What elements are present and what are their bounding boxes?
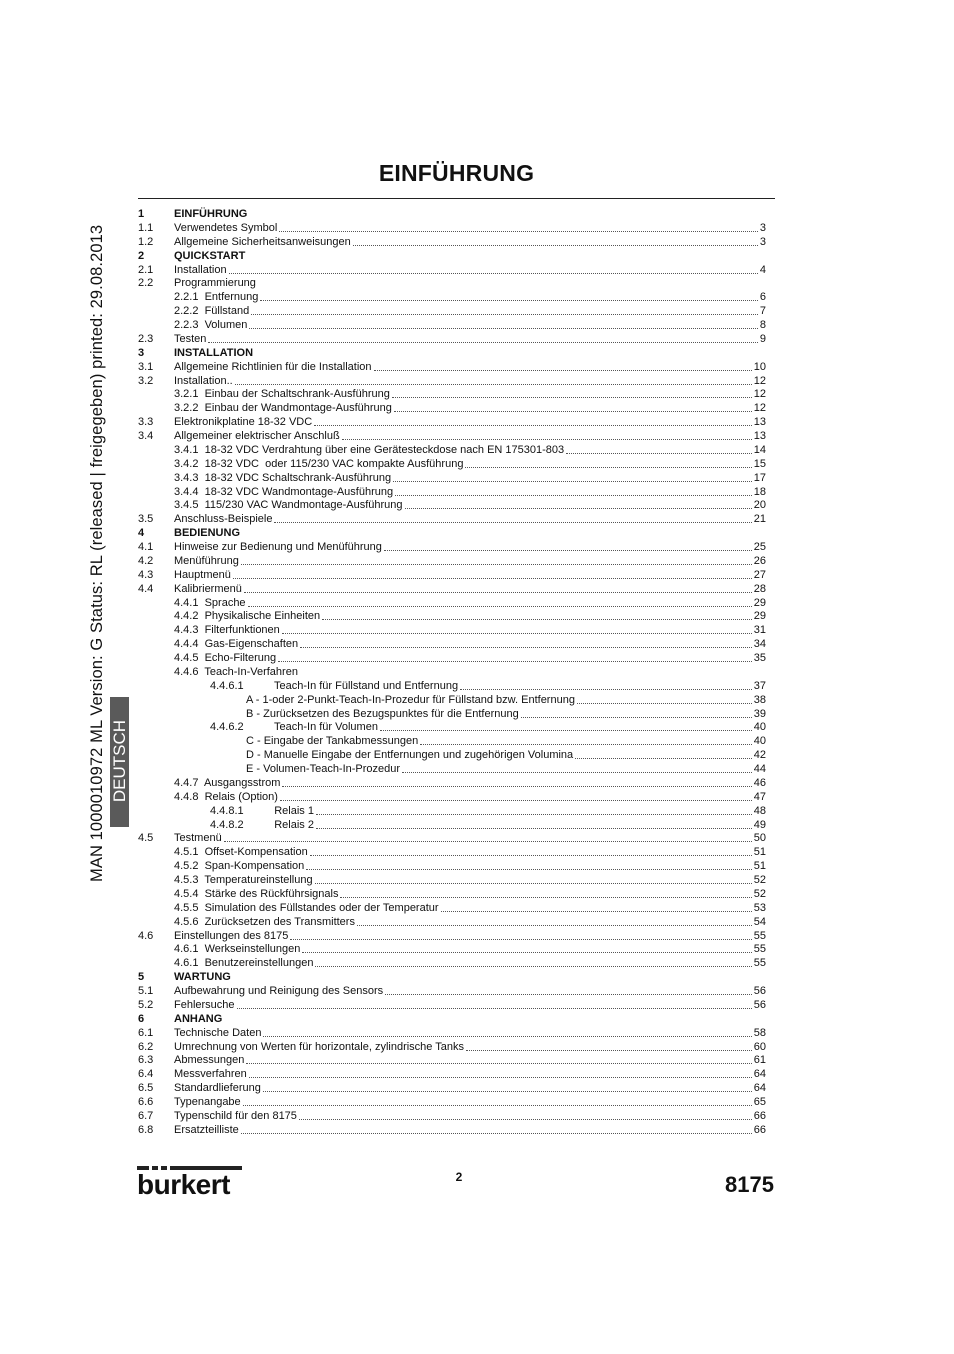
toc-entry-label: E - Volumen-Teach-In-Prozedur (246, 763, 401, 775)
toc-entry (138, 680, 768, 694)
toc-entry-page: 54 (753, 915, 766, 928)
toc-entry-label: Abmessungen (174, 1054, 245, 1067)
toc-entry-page: 29 (753, 610, 766, 623)
toc-entry-page: 51 (753, 860, 766, 873)
toc-entry (138, 874, 768, 888)
toc-entry (138, 472, 768, 486)
toc-entry-page: 64 (753, 1068, 766, 1081)
toc-leader-dots (263, 1091, 752, 1092)
toc-entry (138, 930, 768, 944)
toc-leader-dots (237, 1008, 752, 1009)
toc-leader-dots (392, 397, 752, 398)
toc-entry (138, 291, 768, 305)
toc-entry-label: 3.4.2 18-32 VDC oder 115/230 VAC kompakte Ausführung (174, 457, 464, 470)
toc-leader-dots (229, 273, 758, 274)
toc-entry-number: 3.3 (138, 416, 154, 429)
toc-entry (138, 985, 768, 999)
toc-entry-label: 2.2.2 Füllstand (174, 305, 250, 318)
toc-leader-dots (380, 730, 752, 731)
toc-entry (138, 264, 768, 278)
toc-leader-dots (306, 869, 752, 870)
toc-entry-number: 1.1 (138, 221, 154, 234)
toc-entry-page: 38 (753, 693, 766, 706)
toc-entry-page: 39 (753, 707, 766, 720)
toc-entry-label: 3.4.3 18-32 VDC Schaltschrank-Ausführung (174, 471, 392, 484)
toc-entry-label: 3.2.1 Einbau der Schaltschrank-Ausführung (174, 388, 390, 401)
toc-entry-page: 66 (753, 1123, 766, 1136)
toc-entry (138, 735, 768, 749)
toc-entry-label: Technische Daten (174, 1026, 262, 1039)
toc-entry-number: 6.8 (138, 1123, 154, 1136)
toc-entry (138, 499, 768, 513)
toc-entry-label: 3.4.1 18-32 VDC Verdrahtung über eine Gerätesteckdose nach EN 175301-803 (174, 443, 565, 456)
toc-entry-label: Kalibriermenü (174, 582, 242, 595)
toc-leader-dots (322, 619, 752, 620)
toc-entry-page: 26 (753, 554, 766, 567)
toc-entry (138, 791, 768, 805)
toc-entry-page: 58 (753, 1026, 766, 1039)
toc-entry-label: Messverfahren (174, 1068, 247, 1081)
toc-leader-dots (395, 495, 752, 496)
toc-entry-label: WARTUNG (174, 971, 231, 984)
toc-entry-label: Hauptmenü (174, 568, 231, 581)
toc-entry-label: 4.4.7 Ausgangsstrom (174, 776, 281, 789)
toc-entry-page: 6 (759, 291, 766, 304)
toc-entry-page: 12 (753, 388, 766, 401)
toc-leader-dots (251, 314, 758, 315)
language-tab (110, 697, 129, 827)
toc-entry (138, 888, 768, 902)
toc-entry-page: 42 (753, 749, 766, 762)
toc-entry-page: 28 (753, 582, 766, 595)
toc-entry-page: 52 (753, 874, 766, 886)
toc-entry (138, 846, 768, 860)
toc-entry (138, 999, 768, 1013)
toc-entry-label: A - 1-oder 2-Punkt-Teach-In-Prozedur für Füllstand bzw. Entfernung (246, 693, 575, 706)
toc-entry (138, 319, 768, 333)
toc-entry (138, 749, 768, 763)
toc-leader-dots (316, 814, 752, 815)
toc-leader-dots (466, 1050, 752, 1051)
toc-entry-label: 2.2.1 Entfernung (174, 291, 259, 304)
toc-entry-label: Einstellungen des 8175 (174, 929, 289, 942)
toc-entry-page: 50 (753, 832, 766, 845)
toc-entry (138, 569, 768, 583)
toc-entry (138, 763, 768, 777)
toc-entry-number: 4.5 (138, 832, 154, 845)
toc-entry-number: 5 (138, 971, 145, 984)
toc-entry-page: 40 (753, 735, 766, 748)
toc-entry-label: Programmierung (174, 277, 256, 290)
toc-entry-label: Installation.. (174, 374, 233, 387)
toc-entry (138, 916, 768, 930)
toc-entry-number: 4.3 (138, 568, 154, 581)
toc-leader-dots (249, 328, 758, 329)
toc-entry-label: Ersatzteilliste (174, 1123, 239, 1136)
toc-entry-label: Aufbewahrung und Reinigung des Sensors (174, 985, 384, 997)
toc-leader-dots (300, 647, 752, 648)
toc-entry-page: 14 (753, 443, 766, 456)
toc-entry (138, 527, 768, 541)
toc-entry (138, 250, 768, 264)
toc-leader-dots (575, 758, 752, 759)
toc-entry-label: 4.6.1 Werkseinstellungen (174, 943, 301, 956)
toc-entry-page: 31 (753, 624, 766, 637)
toc-entry-label: B - Zurücksetzen des Bezugspunktes für die Entfernung (246, 707, 519, 720)
toc-entry-page: 44 (753, 763, 766, 775)
toc-entry (138, 652, 768, 666)
toc-leader-dots (357, 925, 752, 926)
toc-entry-label: C - Eingabe der Tankabmessungen (246, 735, 419, 748)
toc-entry-label: BEDIENUNG (174, 527, 241, 540)
toc-entry-label: 4.5.5 Simulation des Füllstandes oder der Temperatur (174, 901, 439, 914)
toc-entry-page: 12 (753, 374, 766, 387)
toc-entry (138, 666, 768, 680)
toc-entry-label: Hinweise zur Bedienung und Menüführung (174, 541, 382, 553)
toc-leader-dots (315, 883, 752, 884)
toc-leader-dots (249, 1077, 752, 1078)
toc-leader-dots (246, 1063, 752, 1064)
toc-leader-dots (233, 578, 752, 579)
sidebar-doc-info: MAN 1000010972 ML Version: G Status: RL (released | freigegeben) printed: 29.08.2013 (88, 224, 106, 882)
toc-entry-label: QUICKSTART (174, 249, 246, 262)
toc-entry-page: 53 (753, 901, 766, 914)
toc-leader-dots (282, 633, 752, 634)
toc-leader-dots (235, 384, 752, 385)
language-label: DEUTSCH (110, 719, 129, 803)
toc-entry (138, 222, 768, 236)
toc-entry-number: 3.1 (138, 360, 154, 373)
toc-entry-page: 15 (753, 457, 766, 470)
toc-entry-number: 2.3 (138, 332, 154, 345)
toc-entry-page: 48 (753, 804, 766, 817)
toc-entry-number: 2.2 (138, 277, 154, 290)
toc-leader-dots (566, 453, 752, 454)
toc-entry-page: 56 (753, 998, 766, 1011)
toc-entry-label: 4.4.3 Filterfunktionen (174, 624, 280, 637)
toc-entry (138, 277, 768, 291)
toc-entry-number: 6.3 (138, 1054, 154, 1067)
toc-entry-page: 46 (753, 776, 766, 789)
toc-entry-label: 4.4.6.2 Teach-In für Volumen (210, 721, 378, 734)
toc-entry-page: 55 (753, 929, 766, 942)
toc-entry-page: 52 (753, 887, 766, 900)
toc-entry-label: 4.4.6 Teach-In-Verfahren (174, 665, 298, 678)
toc-entry-page: 20 (753, 499, 766, 512)
toc-entry (138, 1096, 768, 1110)
toc-entry (138, 236, 768, 250)
toc-entry (138, 943, 768, 957)
toc-entry (138, 583, 768, 597)
toc-leader-dots (290, 939, 752, 940)
toc-entry-page: 47 (753, 790, 766, 803)
toc-entry-number: 3 (138, 346, 145, 359)
toc-entry (138, 208, 768, 222)
toc-leader-dots (385, 994, 752, 995)
toc-leader-dots (248, 606, 752, 607)
toc-entry-page: 60 (753, 1040, 766, 1053)
table-of-contents (138, 208, 768, 1138)
toc-entry-page: 13 (753, 430, 766, 442)
toc-entry (138, 430, 768, 444)
toc-entry-page: 9 (759, 332, 766, 345)
toc-entry-page: 34 (753, 638, 766, 651)
toc-entry-label: 4.4.8.1 Relais 1 (210, 804, 314, 817)
toc-entry-label: Standardlieferung (174, 1082, 261, 1095)
toc-entry (138, 708, 768, 722)
toc-entry-number: 1.2 (138, 235, 154, 248)
toc-leader-dots (244, 592, 752, 593)
toc-entry-label: Testen (174, 332, 207, 345)
toc-leader-dots (342, 439, 752, 440)
toc-entry-page: 64 (753, 1082, 766, 1095)
toc-entry-number: 4.4 (138, 582, 154, 595)
toc-leader-dots (316, 828, 752, 829)
toc-entry (138, 361, 768, 375)
toc-leader-dots (394, 411, 752, 412)
toc-entry-label: 4.4.8.2 Relais 2 (210, 818, 314, 831)
toc-entry (138, 375, 768, 389)
toc-leader-dots (577, 703, 752, 704)
toc-entry (138, 805, 768, 819)
toc-entry (138, 333, 768, 347)
toc-leader-dots (314, 425, 752, 426)
toc-entry-label: ANHANG (174, 1012, 223, 1025)
toc-entry-label: Fehlersuche (174, 998, 235, 1011)
toc-entry (138, 860, 768, 874)
toc-entry-page: 18 (753, 485, 766, 498)
toc-leader-dots (241, 1133, 752, 1134)
toc-entry-number: 6.2 (138, 1040, 154, 1053)
toc-entry-label: INSTALLATION (174, 346, 254, 359)
toc-entry-number: 4.6 (138, 929, 154, 942)
toc-leader-dots (302, 952, 752, 953)
toc-entry-label: 4.4.2 Physikalische Einheiten (174, 610, 321, 623)
toc-entry (138, 486, 768, 500)
toc-entry (138, 1013, 768, 1027)
toc-leader-dots (279, 231, 758, 232)
toc-entry-label: 4.4.1 Sprache (174, 596, 246, 609)
toc-leader-dots (393, 481, 752, 482)
toc-entry-label: Anschluss-Beispiele (174, 513, 273, 526)
toc-leader-dots (405, 508, 752, 509)
toc-entry-number: 5.1 (138, 985, 154, 997)
toc-entry-number: 6.4 (138, 1068, 154, 1081)
toc-entry-label: 4.6.1 Benutzereinstellungen (174, 957, 314, 970)
toc-leader-dots (243, 1105, 752, 1106)
toc-entry-page: 27 (753, 568, 766, 581)
toc-entry (138, 1110, 768, 1124)
toc-leader-dots (299, 1119, 752, 1120)
toc-entry-label: 4.5.6 Zurücksetzen des Transmitters (174, 915, 355, 928)
toc-leader-dots (274, 522, 752, 523)
toc-entry-page: 10 (753, 360, 766, 373)
toc-entry (138, 1041, 768, 1055)
toc-leader-dots (315, 966, 752, 967)
toc-leader-dots (521, 717, 752, 718)
toc-entry-label: 4.5.1 Offset-Kompensation (174, 846, 308, 859)
toc-leader-dots (460, 689, 752, 690)
toc-entry-label: Umrechnung von Werten für horizontale, zylindrische Tanks (174, 1040, 465, 1053)
toc-leader-dots (420, 744, 752, 745)
toc-entry-page: 7 (759, 305, 766, 318)
toc-entry-number: 6 (138, 1012, 145, 1025)
toc-leader-dots (208, 342, 758, 343)
toc-entry (138, 1124, 768, 1138)
toc-leader-dots (224, 841, 752, 842)
toc-leader-dots (280, 800, 752, 801)
toc-entry-page: 51 (753, 846, 766, 859)
toc-entry-label: 4.5.4 Stärke des Rückführsignals (174, 887, 339, 900)
toc-leader-dots (278, 661, 752, 662)
toc-entry-number: 1 (138, 208, 145, 220)
toc-leader-dots (374, 370, 752, 371)
toc-entry (138, 624, 768, 638)
toc-entry-number: 2.1 (138, 263, 154, 276)
toc-entry (138, 513, 768, 527)
toc-entry-label: 4.5.3 Temperatureinstellung (174, 874, 313, 886)
toc-entry-label: D - Manuelle Eingabe der Entfernungen und zugehörigen Volumina (246, 749, 574, 762)
toc-entry-number: 6.1 (138, 1026, 154, 1039)
toc-leader-dots (384, 550, 752, 551)
toc-entry-number: 6.5 (138, 1082, 154, 1095)
toc-entry-page: 21 (753, 513, 766, 526)
toc-entry (138, 347, 768, 361)
toc-entry-label: 3.4.5 115/230 VAC Wandmontage-Ausführung (174, 499, 403, 512)
toc-entry-page: 29 (753, 596, 766, 609)
toc-entry-number: 2 (138, 249, 145, 262)
toc-entry-label: Allgemeine Sicherheitsanweisungen (174, 235, 351, 248)
toc-entry-page: 55 (753, 957, 766, 970)
toc-entry (138, 1068, 768, 1082)
toc-entry-page: 12 (753, 402, 766, 415)
toc-entry-label: Allgemeine Richtlinien für die Installation (174, 360, 372, 373)
burkert-logo (137, 1166, 242, 1202)
toc-entry-page: 61 (753, 1054, 766, 1067)
toc-leader-dots (282, 786, 752, 787)
toc-entry (138, 971, 768, 985)
toc-entry (138, 819, 768, 833)
toc-entry-page: 40 (753, 721, 766, 734)
toc-entry-label: Verwendetes Symbol (174, 221, 278, 234)
toc-entry-page: 3 (759, 221, 766, 234)
toc-entry-label: Typenschild für den 8175 (174, 1109, 297, 1122)
toc-entry-page: 37 (753, 679, 766, 692)
toc-entry-number: 6.6 (138, 1096, 154, 1108)
toc-entry-label: Installation (174, 263, 227, 276)
toc-entry-number: 3.4 (138, 430, 154, 442)
toc-entry-page: 17 (753, 471, 766, 484)
toc-entry (138, 597, 768, 611)
toc-entry-page: 13 (753, 416, 766, 429)
toc-leader-dots (353, 245, 758, 246)
toc-entry-label: 3.2.2 Einbau der Wandmontage-Ausführung (174, 402, 392, 415)
toc-entry (138, 1054, 768, 1068)
page-title: EINFÜHRUNG (378, 160, 535, 186)
toc-entry-label: Testmenü (174, 832, 222, 845)
toc-entry-page: 4 (759, 263, 766, 276)
toc-entry-page: 55 (753, 943, 766, 956)
toc-entry-page: 3 (759, 235, 766, 248)
toc-entry (138, 638, 768, 652)
toc-entry-label: 2.2.3 Volumen (174, 319, 248, 331)
toc-entry-number: 3.5 (138, 513, 154, 526)
toc-entry-number: 6.7 (138, 1109, 154, 1122)
toc-entry-label: Menüführung (174, 554, 239, 567)
toc-leader-dots (465, 467, 752, 468)
toc-entry (138, 305, 768, 319)
toc-entry (138, 902, 768, 916)
toc-entry (138, 416, 768, 430)
toc-leader-dots (340, 897, 752, 898)
toc-entry-page: 35 (753, 652, 766, 664)
toc-entry-label: 4.5.2 Span-Kompensation (174, 860, 305, 873)
toc-entry (138, 832, 768, 846)
toc-entry (138, 402, 768, 416)
toc-entry (138, 694, 768, 708)
toc-entry-number: 4.1 (138, 541, 154, 553)
toc-entry-page: 8 (759, 319, 766, 331)
toc-entry-page: 65 (753, 1096, 766, 1108)
toc-entry (138, 957, 768, 971)
toc-entry-page: 49 (753, 818, 766, 831)
toc-entry-page: 25 (753, 541, 766, 553)
toc-entry-label: Allgemeiner elektrischer Anschluß (174, 430, 340, 442)
toc-leader-dots (241, 564, 752, 565)
toc-entry-label: 4.4.6.1 Teach-In für Füllstand und Entfernung (210, 679, 459, 692)
toc-entry (138, 777, 768, 791)
toc-entry-number: 4.2 (138, 554, 154, 567)
toc-entry (138, 388, 768, 402)
logo-text: burkert (137, 1169, 230, 1200)
toc-leader-dots (260, 300, 758, 301)
title-rule (138, 198, 775, 199)
toc-entry (138, 1027, 768, 1041)
toc-entry (138, 610, 768, 624)
toc-entry (138, 444, 768, 458)
toc-entry-number: 4 (138, 527, 145, 540)
toc-entry-page: 66 (753, 1109, 766, 1122)
toc-entry-number: 5.2 (138, 998, 154, 1011)
document-code: 8175 (725, 1172, 774, 1197)
toc-leader-dots (263, 1036, 752, 1037)
toc-entry-label: 4.4.8 Relais (Option) (174, 790, 278, 803)
toc-entry-label: Elektronikplatine 18-32 VDC (174, 416, 313, 429)
toc-entry-number: 3.2 (138, 374, 154, 387)
toc-leader-dots (441, 911, 752, 912)
toc-entry (138, 541, 768, 555)
toc-entry (138, 1082, 768, 1096)
toc-entry-label: 4.4.5 Echo-Filterung (174, 652, 277, 664)
toc-entry (138, 555, 768, 569)
toc-leader-dots (310, 855, 752, 856)
toc-entry-label: 3.4.4 18-32 VDC Wandmontage-Ausführung (174, 485, 394, 498)
toc-leader-dots (402, 772, 752, 773)
page-number: 2 (455, 1170, 463, 1184)
toc-entry (138, 721, 768, 735)
toc-entry-page: 56 (753, 985, 766, 997)
toc-entry-label: 4.4.4 Gas-Eigenschaften (174, 638, 299, 651)
toc-entry-label: Typenangabe (174, 1096, 241, 1108)
toc-entry-label: EINFÜHRUNG (174, 208, 248, 220)
toc-entry (138, 458, 768, 472)
